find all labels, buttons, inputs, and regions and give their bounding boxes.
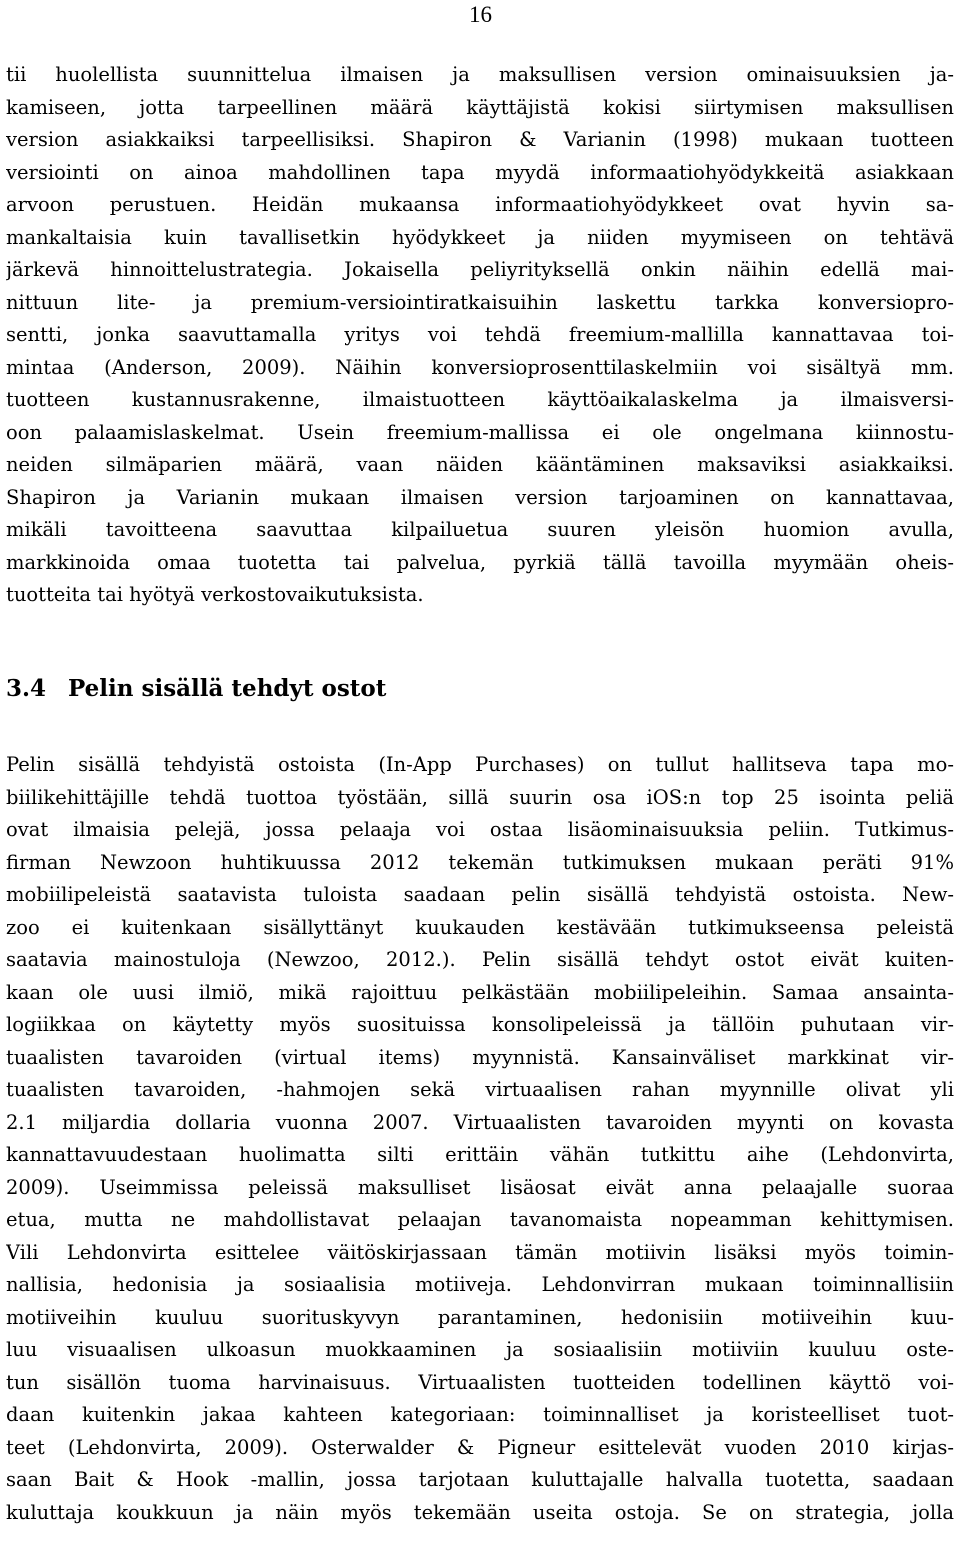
text-line: järkevä hinnoittelustrategia. Jokaisella peliyrityksellä onkin näihin edellä mai- <box>6 258 954 281</box>
paragraph-1 <box>6 59 954 612</box>
text-line: saan Bait & Hook -mallin, jossa tarjotaan kuluttajalle halvalla tuotetta, saadaan <box>6 1468 954 1491</box>
text-line: tun sisällön tuoma harvinaisuus. Virtuaalisten tuotteiden todellinen käyttö voi- <box>6 1370 954 1394</box>
paragraph-2 <box>6 749 954 1529</box>
section-title: Pelin sisällä tehdyt ostot <box>68 675 387 702</box>
text-line: kamiseen, jotta tarpeellinen määrä käyttäjistä kokisi siirtymisen maksullisen <box>6 95 954 119</box>
text-line: 2.1 miljardia dollaria vuonna 2007. Virtuaalisten tavaroiden myynti on kovasta <box>6 1110 954 1134</box>
text-line: Pelin sisällä tehdyistä ostoista (In-App Purchases) on tullut hallitseva tapa mo- <box>6 753 954 776</box>
text-line: logiikkaa on käytetty myös suosituissa konsolipeleissä ja tällöin puhutaan vir- <box>6 1013 954 1036</box>
section-number: 3.4 <box>6 675 47 702</box>
text-line: mikäli tavoitteena saavuttaa kilpailuetua suuren yleisön huomion avulla, <box>6 518 954 541</box>
text-line: daan kuitenkin jakaa kahteen kategoriaan: toiminnalliset ja koristeelliset tuot- <box>6 1403 954 1426</box>
text-line: mobiilipeleistä saatavista tuloista saadaan pelin sisällä tehdyistä ostoista. New- <box>6 883 954 906</box>
text-line: mankaltaisia kuin tavallisetkin hyödykkeet ja niiden myymiseen on tehtävä <box>6 225 954 249</box>
text-line: 2009). Useimmissa peleissä maksulliset lisäosat eivät anna pelaajalle suoraa <box>6 1175 954 1199</box>
text-line: motiiveihin kuuluu suorituskyvyn parantaminen, hedonisiin motiiveihin kuu- <box>6 1305 954 1329</box>
text-line: kuluttaja koukkuun ja näin myös tekemään useita ostoja. Se on strategia, jolla <box>6 1500 954 1524</box>
text-line: mintaa (Anderson, 2009). Näihin konversioprosenttilaskelmiin voi sisältyä mm. <box>6 355 954 379</box>
page-number: 16 <box>469 2 492 27</box>
section-heading <box>6 672 386 706</box>
text-line: sentti, jonka saavuttamalla yritys voi tehdä freemium-mallilla kannattavaa toi- <box>6 323 954 346</box>
text-line: etua, mutta ne mahdollistavat pelaajan tavanomaista nopeamman kehittymisen. <box>6 1208 954 1231</box>
text-line: zoo ei kuitenkaan sisällyttänyt kuukauden kestävään tutkimukseensa peleistä <box>6 915 954 939</box>
text-line: kaan ole uusi ilmiö, mikä rajoittuu pelkästään mobiilipeleihin. Samaa ansainta- <box>6 980 954 1004</box>
text-line: oon palaamislaskelmat. Usein freemium-mallissa ei ole ongelmana kiinnostu- <box>6 420 954 444</box>
text-line: version asiakkaiksi tarpeellisiksi. Shapiron & Varianin (1998) mukaan tuotteen <box>6 128 954 151</box>
text-line: Vili Lehdonvirta esittelee väitöskirjassaan tämän motiivin lisäksi myös toimin- <box>6 1240 954 1264</box>
text-line: tuotteen kustannusrakenne, ilmaistuotteen käyttöaikalaskelma ja ilmaisversi- <box>6 388 954 411</box>
text-line: tuaalisten tavaroiden, -hahmojen sekä virtuaalisen rahan myynnille olivat yli <box>6 1078 954 1101</box>
text-line: arvoon perustuen. Heidän mukaansa informaatiohyödykkeet ovat hyvin sa- <box>6 193 954 216</box>
text-line: tuotteita tai hyötyä verkostovaikutuksista. <box>6 583 424 606</box>
text-line: nallisia, hedonisia ja sosiaalisia motiiveja. Lehdonvirran mukaan toiminnallisiin <box>6 1273 954 1296</box>
text-line: luu visuaalisen ulkoasun muokkaaminen ja sosiaalisiin motiiviin kuuluu oste- <box>6 1338 954 1361</box>
text-line: tii huolellista suunnittelua ilmaisen ja maksullisen version ominaisuuksien ja- <box>6 63 954 86</box>
text-line: ovat ilmaisia pelejä, jossa pelaaja voi ostaa lisäominaisuuksia peliin. Tutkimus- <box>6 818 954 841</box>
text-line: Shapiron ja Varianin mukaan ilmaisen version tarjoaminen on kannattavaa, <box>6 485 954 509</box>
text-line: biilikehittäjille tehdä tuottoa työstään, sillä suurin osa iOS:n top 25 isointa peliä <box>6 785 954 809</box>
text-line: markkinoida omaa tuotetta tai palvelua, pyrkiä tällä tavoilla myymään oheis- <box>6 550 954 574</box>
text-line: saatavia mainostuloja (Newzoo, 2012.). Pelin sisällä tehdyt ostot eivät kuiten- <box>6 948 954 971</box>
text-line: firman Newzoon huhtikuussa 2012 tekemän tutkimuksen mukaan peräti 91% <box>6 850 954 874</box>
text-line: kannattavuudestaan huolimatta silti erittäin vähän tutkittu aihe (Lehdonvirta, <box>6 1143 954 1166</box>
text-line: teet (Lehdonvirta, 2009). Osterwalder & Pigneur esittelevät vuoden 2010 kirjas- <box>6 1435 954 1459</box>
text-line: nittuun lite- ja premium-versiointiratkaisuihin laskettu tarkka konversiopro- <box>6 290 954 314</box>
text-line: tuaalisten tavaroiden (virtual items) myynnistä. Kansainväliset markkinat vir- <box>6 1045 954 1069</box>
text-line: neiden silmäparien määrä, vaan näiden kääntäminen maksaviksi asiakkaiksi. <box>6 453 954 476</box>
text-line: versiointi on ainoa mahdollinen tapa myydä informaatiohyödykkeitä asiakkaan <box>6 160 954 184</box>
